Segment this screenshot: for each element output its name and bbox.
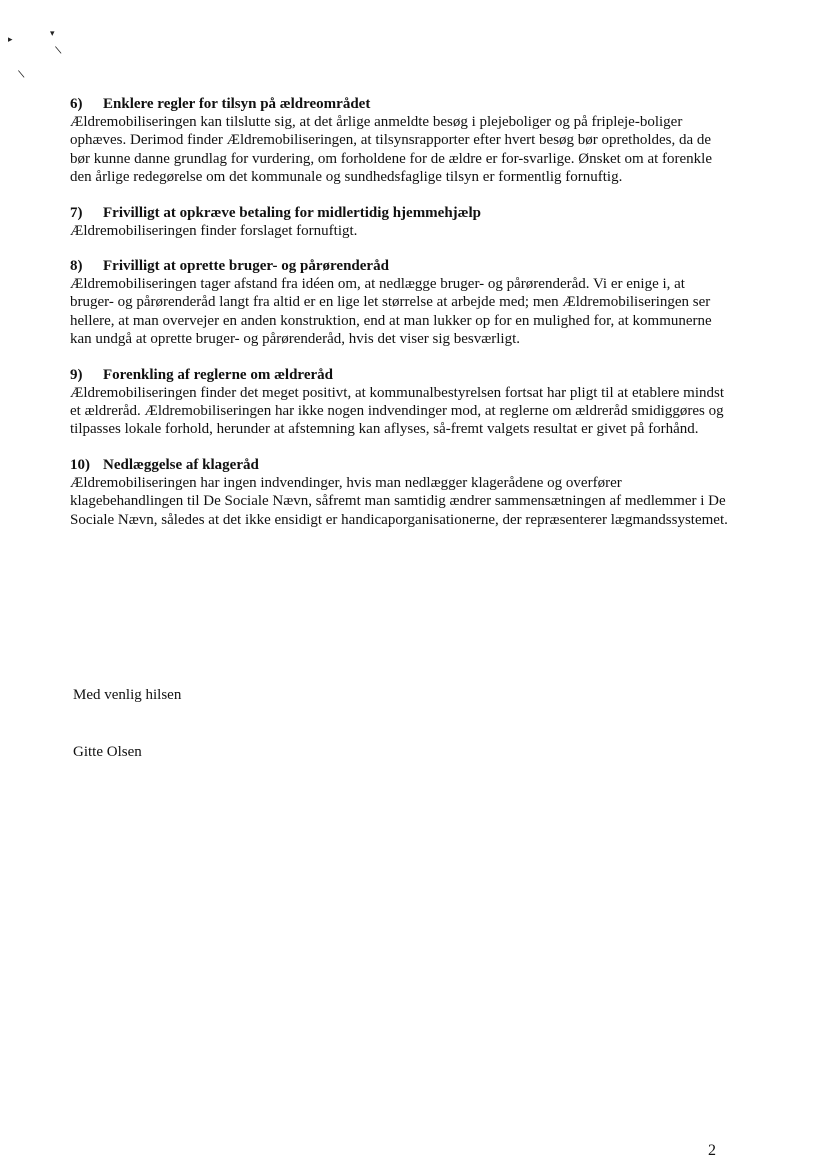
section-heading: [70, 366, 730, 384]
section-heading: [70, 257, 730, 275]
section-heading: [70, 95, 730, 113]
scan-artifact-mark: ▸: [8, 35, 13, 45]
section-body: Ældremobiliseringen kan tilslutte sig, at det årlige anmeldte besøg i plejeboliger og på fripleje-boliger ophæves. Derimod finder Ældremobiliseringen, at tilsynsrapporter efter hvert besøg bør opretholdes, da de bør kunne danne grundlag for vurdering, om forholdene for de ældre er for-svarlige. Ønsket om at forenkle den årlige redegørelse om det kommunale og sundhedsfaglige tilsyn er formentlig fornuftig.: [70, 114, 712, 186]
section-body: Ældremobiliseringen finder forslaget fornuftigt.: [70, 222, 358, 239]
section-6: [70, 95, 730, 187]
section-number: 7): [70, 204, 83, 221]
scan-artifact-mark: ❘: [52, 43, 65, 57]
section-title: Frivilligt at opkræve betaling for midlertidig hjemmehjælp: [103, 204, 482, 221]
section-10: [70, 456, 730, 529]
section-9: [70, 366, 730, 439]
section-title: Forenkling af reglerne om ældreråd: [103, 366, 333, 383]
section-body: Ældremobiliseringen har ingen indvendinger, hvis man nedlægger klagerådene og overfører klagebehandlingen til De Sociale Nævn, såfremt man samtidig ændrer sammensætningen af medlemmer i De Sociale Nævn, således at det ikke ensidigt er handicaporganisationerne, der repræsenterer lægmandssystemet.: [70, 474, 728, 528]
section-7: [70, 204, 730, 240]
signature-name: Gitte Olsen: [73, 744, 142, 760]
section-body: Ældremobiliseringen tager afstand fra idéen om, at nedlægge bruger- og pårørenderåd. Vi er enige i, at bruger- og pårørenderåd langt fra altid er en lige let størrelse at arbejde med; men Ældremobiliseringen ser hellere, at man overvejer en anden konstruktion, end at man lukker op for en mulighed for, at kommunerne kan undgå at oprette bruger- og pårørenderåd, hvis det viser sig besværligt.: [70, 276, 712, 348]
page-number: 2: [708, 1142, 716, 1159]
section-number: 6): [70, 96, 83, 112]
section-8: [70, 257, 730, 349]
section-number: 8): [70, 258, 83, 275]
section-body: Ældremobiliseringen finder det meget positivt, at kommunalbestyrelsen fortsat har pligt til at etablere mindst et ældreråd. Ældremobiliseringen har ikke nogen indvendinger mod, at reglerne om ældreråd smidiggøres og tilpasses lokale forhold, herunder at afstemning kan aflyses, så-fremt valgets resultat er givet på forhånd.: [70, 384, 725, 438]
scan-artifact-mark: ❘: [15, 67, 28, 81]
section-heading: [70, 204, 730, 222]
section-number: 9): [70, 366, 83, 383]
letter-content: [70, 95, 730, 546]
section-title: Nedlæggelse af klageråd: [103, 456, 259, 473]
scan-artifact-mark: ▾: [50, 29, 55, 39]
section-title: Frivilligt at oprette bruger- og pårørenderåd: [103, 258, 389, 275]
section-number: 10): [70, 456, 90, 473]
section-heading: [70, 456, 730, 474]
closing-greeting: Med venlig hilsen: [73, 687, 182, 703]
section-title: Enklere regler for tilsyn på ældreområdet: [103, 96, 371, 112]
